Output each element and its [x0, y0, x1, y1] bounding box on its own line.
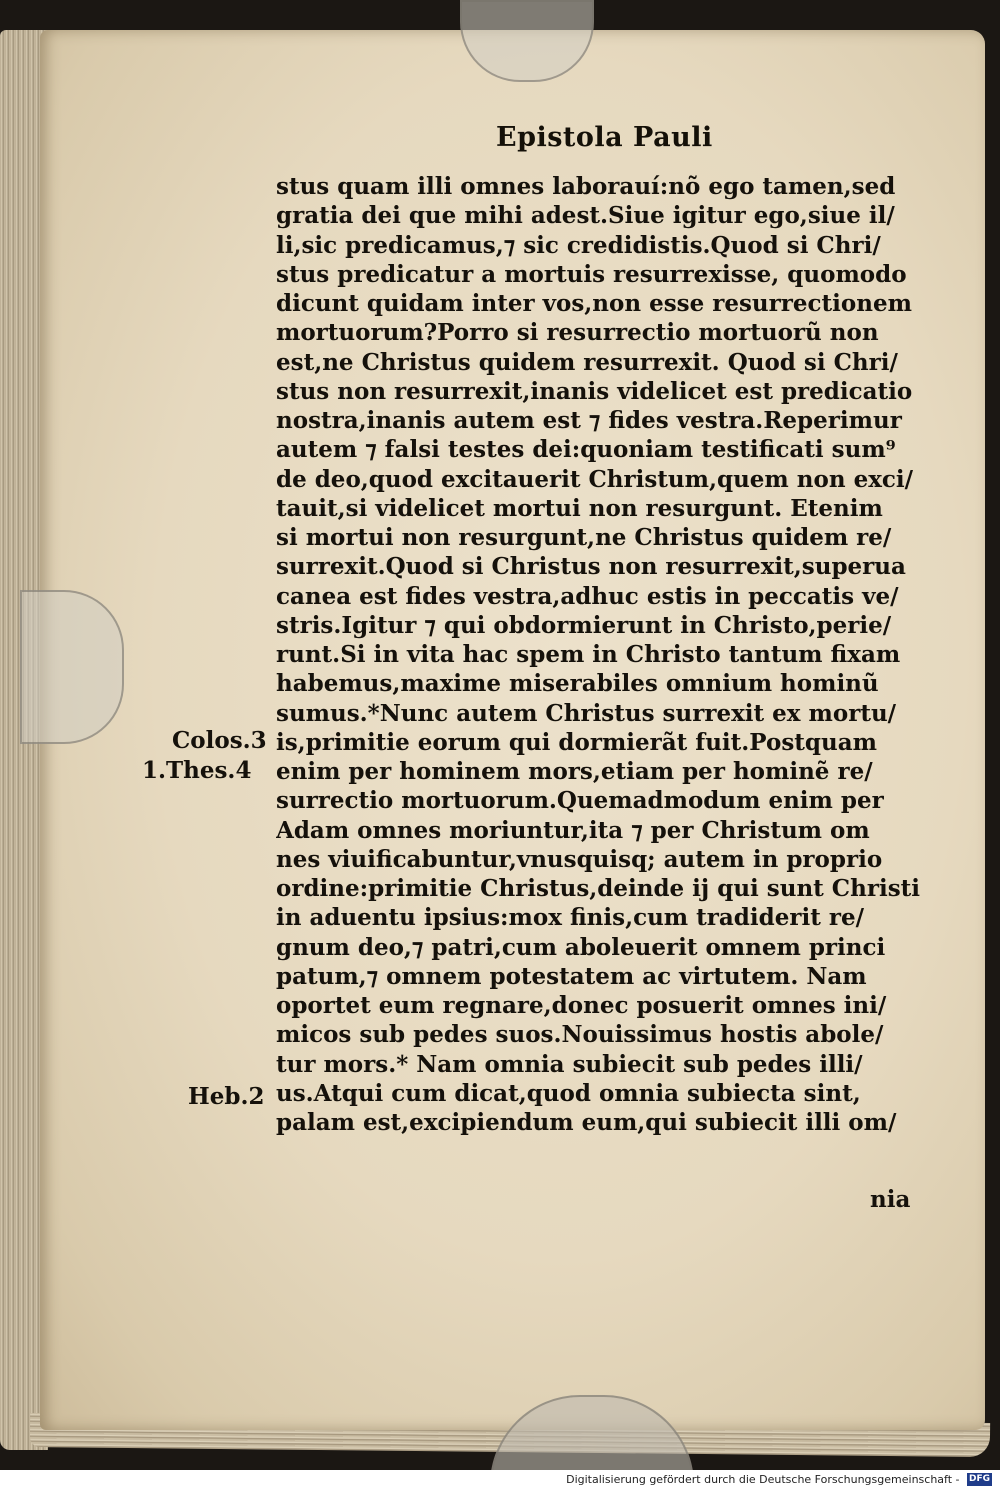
digitization-footer: [0, 1470, 1000, 1490]
text-line: ordine:primitie Christus,deinde ij qui sunt Christi: [276, 875, 920, 902]
body-text: [276, 172, 931, 1137]
running-head: Epistola Pauli: [496, 122, 713, 153]
catchword: nia: [870, 1186, 911, 1213]
text-line: enim per hominem mors,etiam per hominẽ re/: [276, 758, 873, 785]
text-line: runt.Si in vita hac spem in Christo tantum fixam: [276, 641, 901, 668]
text-line: nostra,inanis autem est ⁊ fides vestra.Reperimur: [276, 407, 902, 434]
text-line: surrectio mortuorum.Quemadmodum enim per: [276, 787, 884, 815]
text-line: de deo,quod excitauerit Christum,quem non exci/: [276, 465, 914, 493]
text-line: sumus.*Nunc autem Christus surrexit ex mortu/: [276, 699, 897, 727]
text-line: micos sub pedes suos.Nouissimus hostis abole/: [276, 1021, 884, 1049]
text-line: patum,⁊ omnem potestatem ac virtutem. Nam: [276, 962, 867, 990]
text-line: nes viuificabuntur,vnusquisq; autem in proprio: [276, 845, 883, 873]
book-clamp-left: [20, 590, 124, 744]
text-line: tur mors.* Nam omnia subiecit sub pedes illi/: [276, 1050, 863, 1078]
text-line: in aduentu ipsius:mox finis,cum tradiderit re/: [276, 904, 864, 932]
text-line: gnum deo,⁊ patri,cum aboleuerit omnem princi: [276, 933, 886, 961]
text-line: habemus,maxime miserabiles omnium hominũ: [276, 670, 879, 698]
text-line: stus non resurrexit,inanis videlicet est predicatio: [276, 377, 913, 405]
text-line: us.Atqui cum dicat,quod omnia subiecta sint,: [276, 1079, 861, 1107]
dfg-logo[interactable]: DFG: [968, 1474, 990, 1484]
text-line: dicunt quidam inter vos,non esse resurrectionem: [276, 290, 912, 317]
book-clamp-bottom: [490, 1395, 694, 1470]
text-line: stus quam illi omnes laborauí:nõ ego tamen,sed: [276, 173, 896, 200]
text-line: stris.Igitur ⁊ qui obdormierunt in Christo,perie/: [276, 611, 892, 639]
text-line: autem ⁊ falsi testes dei:quoniam testificati sum⁹: [276, 436, 896, 464]
text-line: oportet eum regnare,donec posuerit omnes ini/: [276, 992, 887, 1019]
text-line: mortuorum?Porro si resurrectio mortuorũ non: [276, 319, 879, 347]
text-line: is,primitie eorum qui dormierãt fuit.Postquam: [276, 728, 877, 756]
margin-note-hebrews: Heb.2: [188, 1083, 265, 1110]
text-line: Adam omnes moriuntur,ita ⁊ per Christum om: [276, 816, 870, 844]
text-line: si mortui non resurgunt,ne Christus quidem re/: [276, 524, 892, 551]
margin-note-colossians: Colos.3: [172, 727, 267, 754]
text-line: canea est fides vestra,adhuc estis in peccatis ve/: [276, 582, 899, 610]
text-line: surrexit.Quod si Christus non resurrexit,superua: [276, 553, 906, 581]
text-line: tauit,si videlicet mortui non resurgunt. Etenim: [276, 494, 883, 522]
text-line: est,ne Christus quidem resurrexit. Quod si Chri/: [276, 348, 898, 376]
text-line: palam est,excipiendum eum,qui subiecit illi om/: [276, 1109, 897, 1136]
text-line: li,sic predicamus,⁊ sic credidistis.Quod si Chri/: [276, 231, 881, 259]
text-line: stus predicatur a mortuis resurrexisse, quomodo: [276, 260, 907, 288]
book-clamp-top: [460, 0, 594, 82]
footer-credit: Digitalisierung gefördert durch die Deutsche Forschungsgemeinschaft -: [566, 1473, 960, 1486]
text-line: gratia dei que mihi adest.Siue igitur ego,siue il/: [276, 202, 895, 230]
margin-note-thessalonians: 1.Thes.4: [142, 757, 252, 784]
